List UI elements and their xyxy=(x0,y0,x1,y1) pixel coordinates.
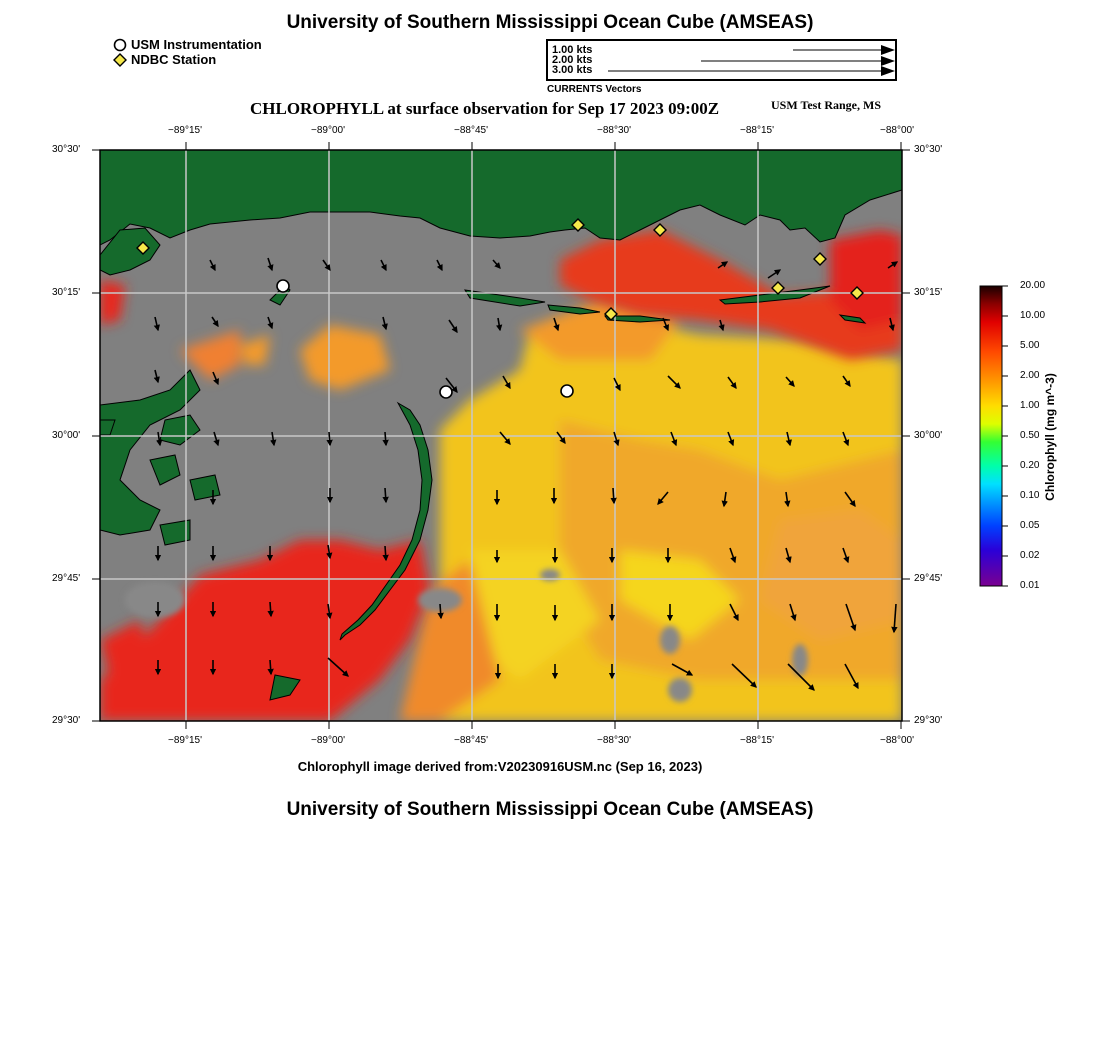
legend-usm-label: USM Instrumentation xyxy=(131,37,262,52)
x-tick-label-bottom: −88°30' xyxy=(597,735,631,746)
colorbar-tick: 20.00 xyxy=(1020,280,1046,291)
y-tick-label-right: 30°15' xyxy=(914,287,943,298)
white-circle-icon xyxy=(113,38,127,52)
page-title: University of Southern Mississippi Ocean Cube (AMSEAS) xyxy=(286,12,814,33)
range-label: USM Test Range, MS xyxy=(771,98,882,112)
colorbar-tick: 1.00 xyxy=(1020,400,1040,411)
vector-scale-arrows xyxy=(548,41,895,79)
source-caption: Chlorophyll image derived from:V20230916USM.nc (Sep 16, 2023) xyxy=(297,759,703,774)
y-tick-label-right: 29°45' xyxy=(914,573,943,584)
legend-usm-instrumentation xyxy=(113,37,262,52)
colorbar-tick: 0.01 xyxy=(1020,580,1040,591)
x-tick-label-bottom: −88°45' xyxy=(454,735,488,746)
y-tick-label-left: 30°15' xyxy=(52,287,81,298)
colorbar-tick: 0.50 xyxy=(1020,430,1040,441)
x-tick-label-top: −89°15' xyxy=(168,125,202,136)
y-tick-label-right: 29°30' xyxy=(914,715,943,726)
vector-scale-1: 1.00 kts xyxy=(552,44,593,56)
usm-instrument-marker xyxy=(277,280,289,292)
currents-vector-legend xyxy=(546,39,897,81)
usm-instrument-marker xyxy=(440,386,452,398)
y-tick-label-left: 30°30' xyxy=(52,144,81,155)
vectors-caption: CURRENTS Vectors xyxy=(547,84,642,95)
colorbar-tick: 2.00 xyxy=(1020,370,1040,381)
yellow-diamond-icon xyxy=(113,53,127,67)
footer-title: University of Southern Mississippi Ocean Cube (AMSEAS) xyxy=(286,799,814,820)
usm-instrument-marker xyxy=(561,385,573,397)
x-tick-label-bottom: −89°00' xyxy=(311,735,345,746)
x-tick-label-bottom: −88°15' xyxy=(740,735,774,746)
y-tick-label-left: 29°30' xyxy=(52,715,81,726)
colorbar-tick: 0.10 xyxy=(1020,490,1040,501)
colorbar-tick: 0.20 xyxy=(1020,460,1040,471)
y-tick-label-left: 29°45' xyxy=(52,573,81,584)
x-tick-label-top: −88°00' xyxy=(880,125,914,136)
y-tick-label-left: 30°00' xyxy=(52,430,81,441)
legend-ndbc-station xyxy=(113,52,262,67)
colorbar-tick: 0.02 xyxy=(1020,550,1040,561)
marker-legend xyxy=(113,37,262,67)
x-tick-label-bottom: −88°00' xyxy=(880,735,914,746)
map-subtitle: CHLOROPHYLL at surface observation for Sep 17 2023 09:00Z xyxy=(250,99,720,118)
x-tick-label-top: −89°00' xyxy=(311,125,345,136)
x-tick-label-top: −88°45' xyxy=(454,125,488,136)
colorbar-axis-label: Chlorophyll (mg m^-3) xyxy=(1043,373,1057,501)
y-tick-label-right: 30°00' xyxy=(914,430,943,441)
x-tick-label-bottom: −89°15' xyxy=(168,735,202,746)
colorbar-tick: 5.00 xyxy=(1020,340,1040,351)
y-tick-label-right: 30°30' xyxy=(914,144,943,155)
x-tick-label-top: −88°15' xyxy=(740,125,774,136)
colorbar-tick: 0.05 xyxy=(1020,520,1040,531)
vector-scale-3: 3.00 kts xyxy=(552,64,593,76)
x-tick-label-top: −88°30' xyxy=(597,125,631,136)
legend-ndbc-label: NDBC Station xyxy=(131,52,217,67)
colorbar-tick: 10.00 xyxy=(1020,310,1046,321)
vector-scale-2: 2.00 kts xyxy=(552,54,593,66)
chlorophyll-colorbar xyxy=(976,283,1016,589)
